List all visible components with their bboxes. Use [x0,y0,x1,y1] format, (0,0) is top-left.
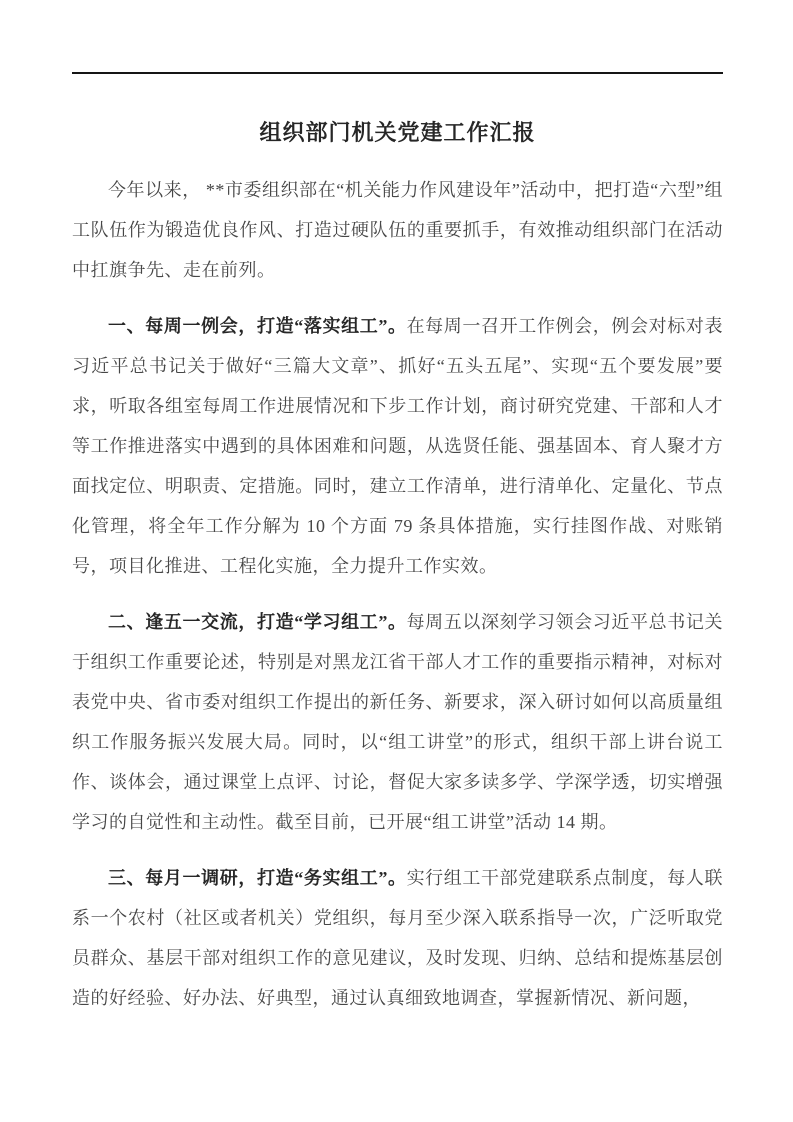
paragraph-section-2 [72,602,723,842]
document-content [72,74,723,1018]
paragraph-text: 每周五以深刻学习领会习近平总书记关于组织工作重要论述，特别是对黑龙江省干部人才工作的重要指示精神，对标对表党中央、省市委对组织工作提出的新任务、新要求，深入研讨如何以高质量组织工作服务振兴发展大局。同时，以“组工讲堂”的形式，组织干部上讲台说工作、谈体会，通过课堂上点评、讨论，督促大家多读多学、学深学透，切实增强学习的自觉性和主动性。截至目前，已开展“组工讲堂”活动 14 期。 [72,612,724,832]
paragraph-lead: 一、每周一例会，打造“落实组工”。 [108,316,407,336]
paragraph-text: 实行组工干部党建联系点制度，每人联系一个农村（社区或者机关）党组织，每月至少深入联系指导一次，广泛听取党员群众、基层干部对组织工作的意见建议，及时发现、归纳、总结和提炼基层创造的好经验、好办法、好典型，通过认真细致地调查，掌握新情况、新问题， [72,868,724,1008]
paragraph-text: 今年以来， **市委组织部在“机关能力作风建设年”活动中，把打造“六型”组工队伍作为锻造优良作风、打造过硬队伍的重要抓手，有效推动组织部门在活动中扛旗争先、走在前列。 [72,180,723,280]
document-title: 组织部门机关党建工作汇报 [259,120,536,145]
paragraph-section-1 [72,306,723,586]
paragraph-lead: 二、逢五一交流，打造“学习组工”。 [108,612,407,632]
paragraph-intro [72,170,723,290]
paragraph-lead: 三、每月一调研，打造“务实组工”。 [108,868,407,888]
paragraph-section-3 [72,858,723,1018]
paragraph-text: 在每周一召开工作例会，例会对标对表习近平总书记关于做好“三篇大文章”、抓好“五头五尾”、实现“五个要发展”要求，听取各组室每周工作进展情况和下步工作计划，商讨研究党建、干部和人才等工作推进落实中遇到的具体困难和问题，从选贤任能、强基固本、育人聚才方面找定位、明职责、定措施。同时，建立工作清单，进行清单化、定量化、节点化管理，将全年工作分解为 10 个方面 79 条具体措施，实行挂图作战、对账销号，项目化推进、工程化实施，全力提升工作实效。 [72,316,724,576]
